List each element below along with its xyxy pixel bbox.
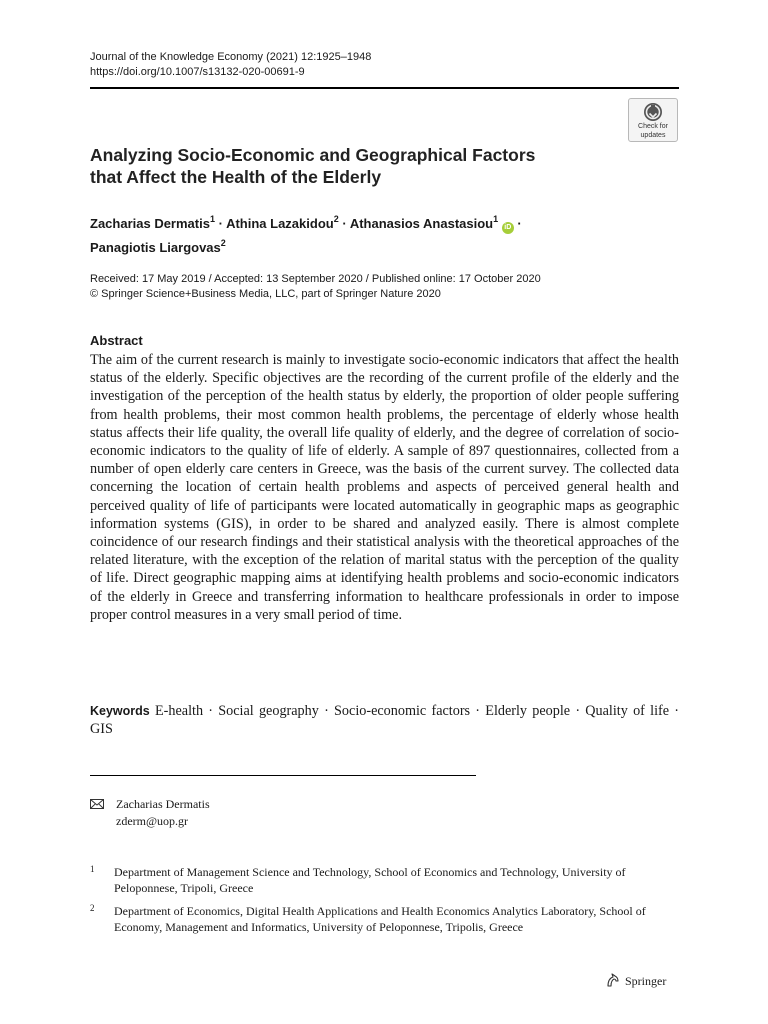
copyright-text: Springer Science+Business Media, LLC, part of Springer Nature 2020	[101, 288, 441, 300]
publication-dates	[90, 272, 541, 302]
author-name[interactable]: Athina Lazakidou	[226, 216, 334, 231]
affiliation-number: 2	[90, 903, 95, 913]
correspondence-email[interactable]: zderm@uop.gr	[116, 814, 189, 828]
header-rule	[90, 87, 679, 89]
affiliation-ref: 1	[209, 214, 215, 224]
check-for-updates-badge[interactable]	[628, 98, 678, 142]
copyright-icon: ©	[90, 288, 99, 300]
badge-line-2: updates	[640, 131, 666, 139]
keywords-label: Keywords	[90, 704, 150, 718]
keywords-list: E-health · Social geography · Socio-economic factors · Elderly people · Quality of life · GIS	[90, 703, 680, 738]
author-name[interactable]: Panagiotis Liargovas	[90, 240, 221, 255]
check-updates-icon	[643, 102, 663, 122]
author-separator: ·	[517, 216, 522, 231]
title-line-1: Analyzing Socio-Economic and Geographical Factors	[90, 145, 536, 165]
affiliation-ref: 2	[333, 214, 339, 224]
abstract-body: The aim of the current research is mainly to investigate socio-economic indicators that affect the health status of the elderly. Specific objectives are the recording of the current profile of the elderly and the investigation of the perception of the health status by elderly, the proportion of older people suffering from health problems, their most common health problems, the percentage of elderly whose health status affects their life quality, the overall life quality of elderly, and the degree of correlation of socio-economic indicators to the quality of life of elderly. A sample of 897 questionnaires, collected from a number of open elderly care centers in Greece, was the basis of the current survey. The collected data concerning the location of certain health problems and aspects of perceived general health and perceived quality of life of participants were located automatically in geographic maps as geographic information systems (GIS), in order to be shared and analyzed easily. There is almost complete coincidence of our research findings and their statistical analysis with the theoretical approaches of the related literature, with the exception of the relation of marital status with the perception of the quality of life. Direct geographic mapping aims at identifying health problems and socio-economic indicators of the elderly in Greece and transferring information to healthcare professionals in order to impose proper control measures in a very small period of time.	[90, 352, 679, 623]
correspondence-name: Zacharias Dermatis	[116, 797, 210, 811]
affiliation-text: Department of Management Science and Technology, School of Economics and Technology, University of Peloponnese, Tripoli, Greece	[114, 865, 626, 895]
orcid-icon[interactable]: iD	[502, 222, 514, 234]
affiliation-number: 1	[90, 864, 95, 874]
article-title	[90, 144, 610, 188]
affiliation-text: Department of Economics, Digital Health Applications and Health Economics Analytics Laboratory, School of Economy, Management and Informatics, University of Peloponnese, Tripolis, Greece	[114, 904, 646, 934]
journal-header	[90, 50, 371, 80]
badge-line-1: Check for	[638, 123, 668, 130]
publisher-name: Springer	[625, 974, 667, 988]
author-name[interactable]: Zacharias Dermatis	[90, 216, 210, 231]
author-name[interactable]: Athanasios Anastasiou	[349, 216, 494, 231]
doi-link[interactable]: https://doi.org/10.1007/s13132-020-00691-9	[90, 66, 305, 78]
affiliation-ref: 2	[220, 238, 226, 248]
abstract-heading: Abstract	[90, 333, 143, 348]
author-separator: ·	[342, 216, 347, 231]
author-list	[90, 210, 650, 257]
copyright-line	[90, 287, 541, 302]
springer-footer	[605, 972, 666, 990]
affiliation-ref: 1	[493, 214, 499, 224]
footnote-rule	[90, 775, 476, 776]
keywords	[90, 702, 679, 738]
journal-citation: Journal of the Knowledge Economy (2021) 12:1925–1948	[90, 51, 372, 63]
dates-line: Received: 17 May 2019 / Accepted: 13 September 2020 / Published online: 17 October 2020	[90, 273, 541, 285]
springer-horse-icon	[605, 972, 621, 988]
author-separator: ·	[218, 216, 223, 231]
title-line-2: that Affect the Health of the Elderly	[90, 167, 382, 187]
envelope-icon	[90, 799, 104, 809]
